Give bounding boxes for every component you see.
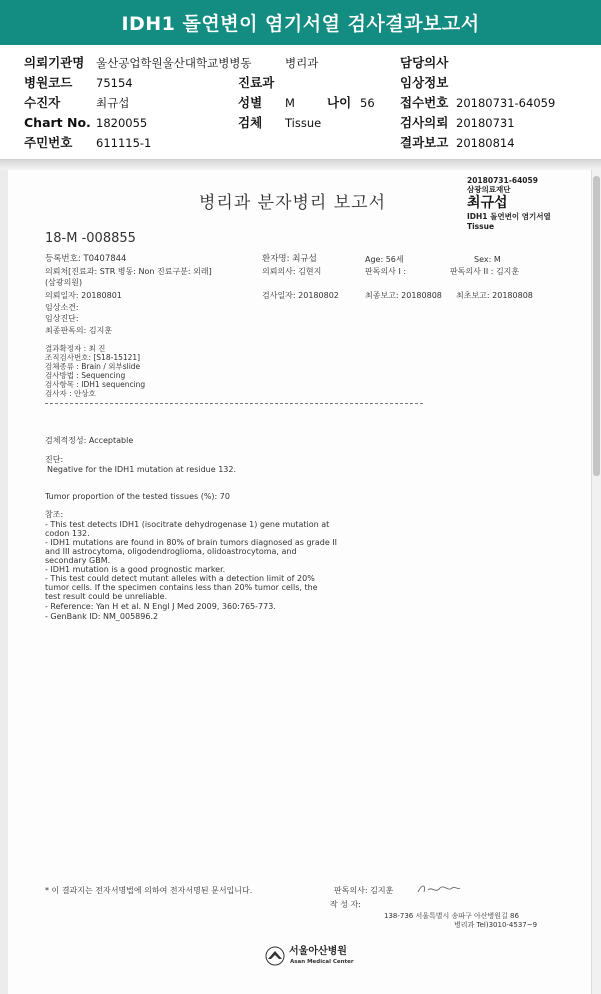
- report-title-bar: [0, 0, 601, 45]
- first-report-date: 최초보고: 20180808: [456, 291, 533, 300]
- reference-line: - IDH1 mutation is a good prognostic marker.: [45, 565, 226, 574]
- request-date-label: 검사의뢰: [400, 115, 449, 130]
- chart-value: 1820055: [96, 116, 148, 130]
- electronic-signature-note: * 이 결과지는 전자서명법에 의하여 전자서명된 문서입니다.: [45, 886, 253, 895]
- test-item: 검사항목 : IDH1 sequencing: [45, 380, 146, 389]
- scrollbar-thumb[interactable]: [593, 176, 600, 476]
- info-row-hospital-code: [0, 73, 601, 93]
- reference-label: 참조:: [45, 510, 64, 519]
- info-row-chart: [0, 113, 601, 133]
- final-reader: 최종판독의: 김지훈: [45, 326, 113, 335]
- scanned-report-page: [8, 170, 592, 994]
- tumor-proportion: Tumor proportion of the tested tissues (%): 70: [45, 492, 230, 501]
- footer-reader: 판독의사: 김지훈: [334, 886, 394, 895]
- receipt-no-label: 접수번호: [400, 95, 449, 110]
- institution-value: 울산공업학원울산대학교병병동: [96, 56, 252, 70]
- stamp-patient-name: 최규섭: [467, 195, 508, 211]
- hospital-logo-icon: [265, 946, 285, 966]
- reference-line: and III astrocytoma, oligodendroglioma, olidoastrocytoma, and: [45, 547, 297, 556]
- pathologist-1: 판독의사 I :: [365, 267, 407, 276]
- test-method: 검사방법 : Sequencing: [45, 371, 126, 380]
- patient-name: 환자명: 최규섭: [262, 254, 317, 264]
- section-divider: [0, 160, 601, 170]
- specimen-adequacy: 검체적정성: Acceptable: [45, 436, 134, 445]
- scanned-report-viewer[interactable]: [0, 170, 601, 994]
- department-value: 병리과: [285, 56, 319, 70]
- footer-author: 작 성 자:: [330, 900, 361, 909]
- clinical-diagnosis: 임상진단:: [45, 314, 79, 323]
- resident-label: 주민번호: [24, 135, 73, 150]
- registration-number: 등록번호: T0407844: [45, 254, 127, 264]
- recipient-label: 수진자: [24, 95, 61, 110]
- age-label: 나이: [327, 95, 352, 110]
- tissue-number: 조직검사번호: [S18-15121]: [45, 353, 141, 362]
- chart-label: Chart No.: [24, 115, 91, 130]
- document-title: 병리과 분자병리 보고서: [199, 193, 387, 213]
- hospital-code-value: 75154: [96, 76, 133, 90]
- final-report-date: 최종보고: 20180808: [365, 291, 442, 300]
- exam-date: 검사일자: 20180802: [262, 291, 339, 300]
- hospital-logo-english: Asan Medical Center: [290, 959, 354, 965]
- footer-phone: 병리과 Tel)3010-4537~9: [454, 921, 538, 929]
- referrer: 의뢰처[진료과: STR 병동: Non 진료구분: 외래]: [45, 267, 212, 276]
- referring-doctor: 의뢰의사: 김현지: [262, 267, 322, 276]
- recipient-value: 최규섭: [96, 96, 130, 110]
- pathologist-2: 판독의사 II : 김지훈: [450, 267, 520, 276]
- info-row-institution: [0, 53, 601, 73]
- patient-info-grid: [0, 47, 601, 160]
- reference-line: tumor cells. If the specimen contains less than 20% tumor cells, the: [45, 583, 318, 592]
- sex-label: 성별: [238, 95, 263, 110]
- specimen-type: 검체종류 : Brain / 외부slide: [45, 362, 141, 371]
- doctor-label: 담당의사: [400, 55, 449, 70]
- reference-line: codon 132.: [45, 529, 90, 538]
- sex-value: M: [285, 96, 295, 110]
- patient-sex: Sex: M: [474, 255, 501, 264]
- referrer-hospital: (삼광의원): [45, 278, 83, 287]
- handwritten-signature: [416, 882, 462, 896]
- receipt-no-value: 20180731-64059: [456, 96, 556, 110]
- reference-line: test result could be unreliable.: [45, 592, 168, 601]
- clinic-label: 진료과: [238, 75, 275, 90]
- reference-line: - IDH1 mutations are found in 80% of brain tumors diagnosed as grade II: [45, 538, 338, 547]
- reference-line: - This test detects IDH1 (isocitrate dehydrogenase 1) gene mutation at: [45, 520, 330, 529]
- clinical-info-label: 임상정보: [400, 75, 449, 90]
- hospital-code-label: 병원코드: [24, 75, 73, 90]
- dashed-separator: [45, 403, 423, 404]
- request-date-value: 20180731: [456, 116, 515, 130]
- result-confirmer: 결과확정자 : 최 진: [45, 344, 106, 353]
- age-value: 56: [360, 96, 375, 110]
- info-row-resident: [0, 133, 601, 153]
- clinical-opinion: 임상소견:: [45, 303, 79, 312]
- patient-age: Age: 56세: [365, 255, 404, 264]
- report-date-value: 20180814: [456, 136, 515, 150]
- reference-line: - This test could detect mutant alleles with a detection limit of 20%: [45, 574, 315, 583]
- report-title: IDH1 돌연변이 염기서열 검사결과보고서: [121, 13, 480, 35]
- reference-line: - Reference: Yan H et al. N Engl J Med 2009, 360:765-773.: [45, 602, 276, 611]
- diagnosis-text: Negative for the IDH1 mutation at residue 132.: [47, 465, 237, 474]
- footer-address: 138-736 서울특별시 송파구 아산병원길 86: [384, 912, 519, 920]
- stamp-receipt-no: 20180731-64059: [467, 176, 538, 185]
- stamp-foundation: 삼광의료재단: [467, 185, 511, 194]
- institution-label: 의뢰기관명: [24, 55, 85, 70]
- resident-value: 611115-1: [96, 136, 152, 150]
- specimen-value: Tissue: [285, 116, 322, 130]
- reference-line: - GenBank ID: NM_005896.2: [45, 612, 159, 621]
- examiner: 검사자 : 안상호: [45, 389, 96, 398]
- diagnosis-label: 진단:: [45, 455, 64, 464]
- stamp-specimen: Tissue: [467, 222, 495, 231]
- info-row-recipient: [0, 93, 601, 113]
- report-date-label: 결과보고: [400, 135, 449, 150]
- specimen-label: 검체: [238, 115, 263, 130]
- reference-line: secondary GBM.: [45, 556, 111, 565]
- stamp-test-name: IDH1 돌연변이 염기서열: [467, 212, 551, 221]
- request-date: 의뢰일자: 20180801: [45, 291, 122, 300]
- case-number: 18-M -008855: [45, 231, 136, 246]
- hospital-logo-korean: 서울아산병원: [289, 946, 347, 957]
